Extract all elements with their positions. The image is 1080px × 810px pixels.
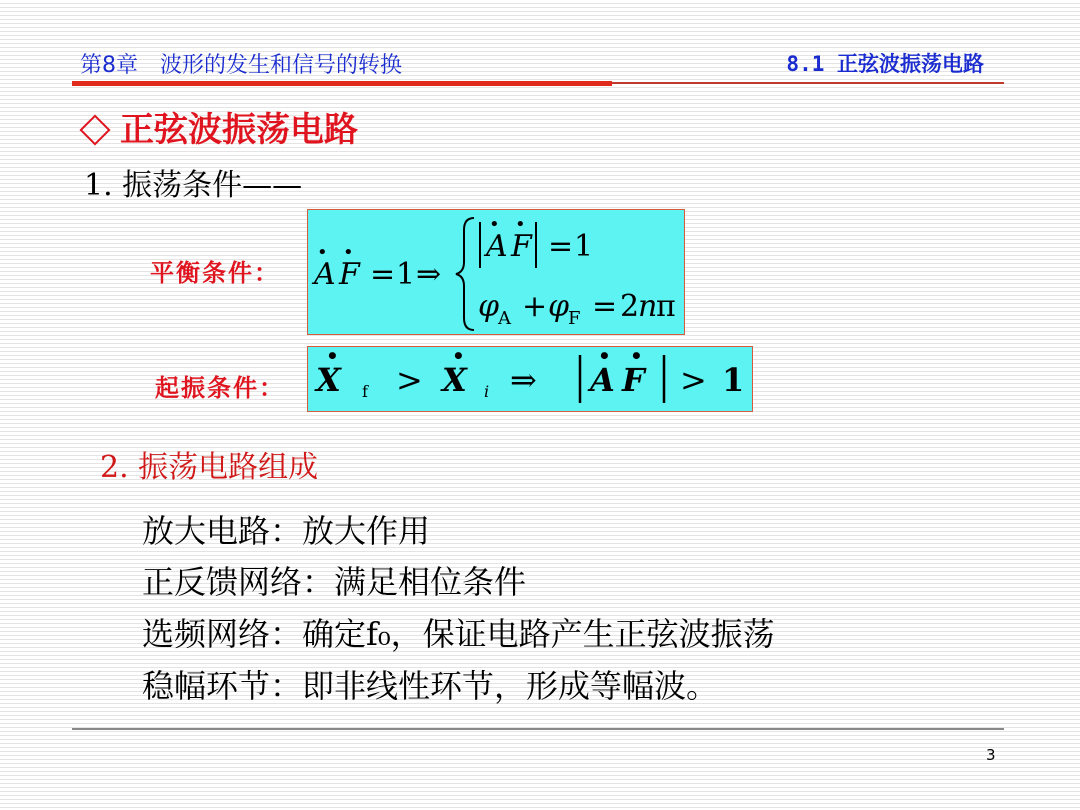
balance-formula-box — [307, 209, 685, 335]
svg-text:=: = — [370, 257, 396, 292]
svg-text:•: • — [326, 347, 339, 368]
list-item-feedback-network: 正反馈网络：满足相位条件 — [142, 563, 527, 601]
svg-text:⇒: ⇒ — [510, 361, 537, 399]
svg-text:1: 1 — [722, 361, 745, 399]
svg-text:i: i — [484, 382, 490, 401]
svg-text:n: n — [638, 289, 658, 324]
svg-text:•: • — [489, 214, 500, 235]
section-header: 8.1 正弦波振荡电路 — [786, 52, 984, 76]
section-oscillation-conditions: 1. 振荡条件—— — [84, 168, 303, 203]
chapter-header: 第8章 波形的发生和信号的转换 — [80, 53, 402, 78]
svg-text:π: π — [656, 289, 676, 324]
svg-text:•: • — [317, 242, 328, 263]
header-rule-thin — [612, 82, 1004, 84]
page-number: 3 — [986, 746, 996, 764]
svg-text:•: • — [515, 214, 526, 235]
svg-text:2: 2 — [620, 289, 640, 324]
svg-text:φ: φ — [478, 289, 500, 324]
startup-condition-label: 起振条件： — [155, 373, 285, 402]
balance-formula — [308, 210, 684, 334]
svg-text:F: F — [568, 308, 581, 329]
phase-condition — [478, 289, 676, 329]
startup-formula — [308, 347, 752, 411]
svg-text:F: F — [511, 229, 532, 264]
svg-text:A: A — [590, 361, 615, 399]
balance-condition-label: 平衡条件： — [150, 258, 280, 287]
svg-text:+: + — [522, 289, 548, 324]
svg-text:•: • — [452, 347, 465, 368]
startup-formula-box — [307, 346, 753, 412]
svg-text:X: X — [316, 361, 341, 399]
svg-text:=: = — [548, 229, 574, 264]
svg-text:1: 1 — [574, 229, 594, 264]
left-brace — [456, 218, 474, 330]
svg-text:F: F — [339, 257, 360, 292]
svg-text:•: • — [598, 347, 611, 368]
svg-text:φ: φ — [548, 289, 570, 324]
svg-text:F: F — [622, 361, 645, 399]
svg-text:•: • — [343, 242, 354, 263]
svg-text:A: A — [498, 308, 511, 329]
slide-title-text: 正弦波振荡电路 — [120, 110, 358, 150]
list-item-amplifier: 放大电路：放大作用 — [142, 512, 431, 550]
svg-text:⇒: ⇒ — [416, 257, 442, 292]
svg-text:X: X — [442, 361, 467, 399]
header-rule-red — [72, 81, 612, 86]
list-item-amplitude-stabilization: 稳幅环节：即非线性环节，形成等幅波。 — [142, 667, 719, 705]
slide-title — [78, 102, 358, 151]
svg-text:A: A — [314, 257, 336, 292]
footer-rule — [72, 728, 1004, 730]
diamond-bullet-icon — [79, 114, 110, 145]
svg-text:1: 1 — [396, 257, 416, 292]
svg-text:>: > — [396, 361, 423, 399]
svg-text:>: > — [680, 361, 707, 399]
section-circuit-composition: 2. 振荡电路组成 — [100, 450, 319, 485]
balance-lhs — [311, 242, 441, 292]
svg-text:f: f — [362, 382, 368, 401]
magnitude-condition — [480, 214, 593, 268]
list-item-frequency-selection: 选频网络：确定f₀，保证电路产生正弦波振荡 — [142, 615, 775, 653]
svg-text:•: • — [630, 347, 643, 368]
svg-text:=: = — [592, 289, 618, 324]
svg-text:A: A — [486, 229, 508, 264]
